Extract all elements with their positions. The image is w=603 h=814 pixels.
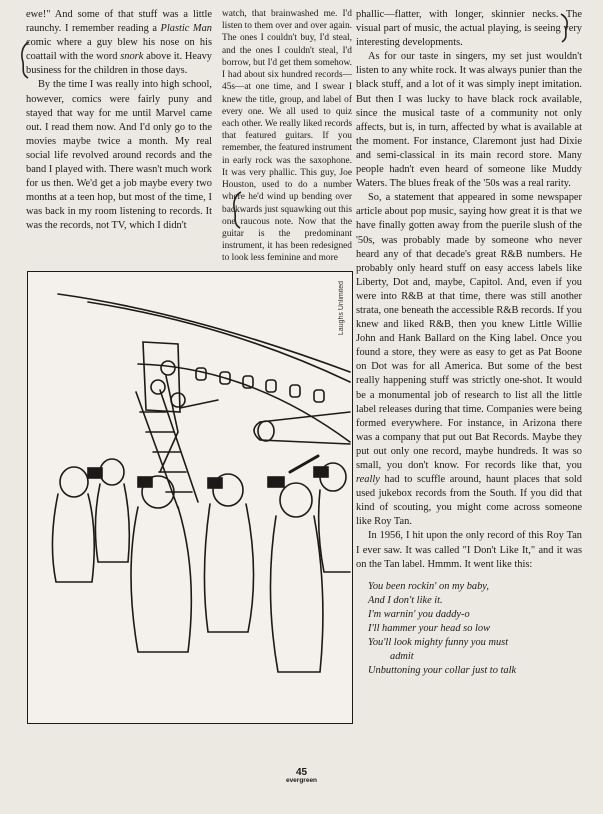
lyric-line: I'm warnin' you daddy-o xyxy=(368,608,470,620)
paragraph: phallic—flatter, with longer, skinnier necks. The visual part of music, the actual playing, is seeing very interesting developments. xyxy=(356,9,582,49)
paragraph: As for our taste in singers, my set just wouldn't listen to any white rock. It was always punier than the black stuff, and a lot of it was simply inept imitation. But then I was lucky to have black rock available, since the musical taste of a community not only affects, but is, in turn, affected by what is available at the moment. For instance, Claremont just had Dixie and semi-classical in its main record store. Many people hadn't even heard of someone like Muddy Waters. The blues freak of the '50s was a real rarity. xyxy=(356,51,582,190)
comic-title: Plastic Man xyxy=(160,23,212,35)
paragraph: watch, that brainwashed me. I'd listen to them over and over again. The ones I couldn't buy, I'd steal, and the ones I couldn't steal, I'd borrow, but I'd get them somehow. I had about six hundred records—45s—at one time, and I swear I knew the title, group, and label of every one. We all used to quiz each other. We really liked records that featured guitars. If you remember, the featured instrument in early rock was the saxophone. It was very phallic. This guy, Joe Houston, used to do a number where he'd wind up bending over backwards just squawking out this one raucous note. Now that the guitar is the predominant instrument, it has been redesigned to look less feminine and more xyxy=(222,9,352,264)
hand-drawn-bracket-icon xyxy=(18,40,32,80)
cartoon-illustration xyxy=(27,271,353,724)
paragraph: In 1956, I hit upon the only record of this Roy Tan I ever saw. It was called "I Don't Like It," and it was on the Tan label. Hmmm. It went like this: xyxy=(356,530,582,570)
page-number: 45 xyxy=(295,767,308,778)
song-lyrics xyxy=(368,580,582,679)
lyric-line: Unbuttoning your collar just to talk xyxy=(368,665,517,677)
hand-drawn-bracket-icon xyxy=(558,12,572,44)
paragraph: ewe!" And some of that stuff was a little raunchy. I remember reading a Plastic Man comic where a guy blew his nose on his coattail with the word snork above it. Heavy business for the children in those days. xyxy=(26,9,212,77)
magazine-name: evergreen xyxy=(285,777,318,784)
lyric-line: You been rockin' on my baby, xyxy=(368,580,489,592)
lyric-line: admit xyxy=(390,651,414,663)
airplane-photographers-cartoon xyxy=(28,272,351,722)
article-column-1 xyxy=(26,8,212,234)
lyric-line: And I don't like it. xyxy=(368,594,443,606)
paragraph: So, a statement that appeared in some newspaper article about pop music, saying how great it is that we have finally gotten away from the puerile slush of the '50s, was probably made by someone who never heard any of that decade's great R&B numbers. He probably only heard stuff on easy access labels like Liberty, Dot and, maybe, Capitol. And, even if you were into R&B at that time, there was still another strata, one beneath the accessible R&B records. If you knew and liked R&B, then you knew Little Willie John and Hank Ballard on the King label. Once you found a store, they were as easy to get as Pat Boone on Dot was for all America. But some of the best really happening stuff was strictly one-shot. It would be a monumental job of research to list all the little label releases during that time. Companies were being formed everywhere. For instance, in Arizona there was a company that put out Bat Records. Maybe they put out only one record, maybe hundreds. It was so small, you don't know. For records like that, you really had to scuffle around, haunt places that sold used jukebox records from the South. If you did that kind of scouting, you might come across someone like Roy Tan. xyxy=(356,192,582,528)
illustration-credit: Laughs Unlimited xyxy=(338,281,345,336)
hand-drawn-bracket-icon xyxy=(230,190,244,230)
paragraph: By the time I was really into high school, however, comics were fairly puny and stayed that way for me until Marvel came out. I read them now. And I'd only go to the movies maybe twice a month. My real social life revolved around records and the band I played with. There wasn't much work for us then. We'd get a job maybe every two months at a teen hop, but most of the time, I was back in my room listening to records. It was the records, not TV, which I didn't xyxy=(26,79,212,232)
lyric-line: You'll look mighty funny you must xyxy=(368,637,509,649)
lyric-line: I'll hammer your head so low xyxy=(368,623,490,635)
page-footer xyxy=(0,767,603,784)
